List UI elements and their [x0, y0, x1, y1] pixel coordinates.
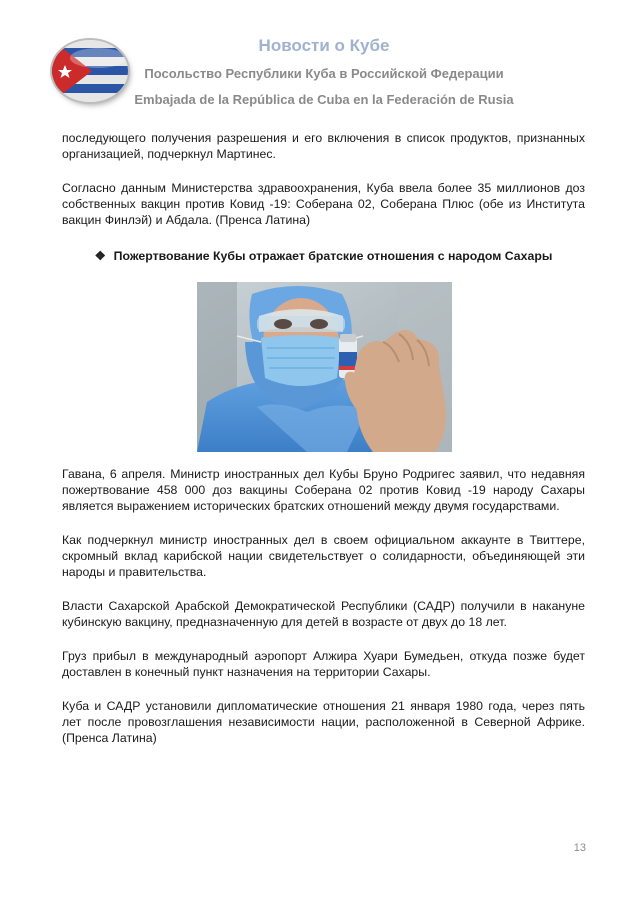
newsletter-title: Новости о Кубе: [258, 36, 390, 55]
article1-paragraph-2: Согласно данным Министерства здравоохранения, Куба ввела более 35 миллионов доз собственных вакцин против Ковид -19: Соберана 02, Соберана Плюс (обе из Института вакцин Финлэй) и Абдала. (Пренса Латина): [62, 181, 585, 227]
page-content: [62, 130, 585, 746]
article2-photo: [197, 282, 452, 452]
article2-paragraph-4: Груз прибыл в международный аэропорт Алжира Хуари Бумедьен, откуда позже будет доставлен в конечный пункт назначения на территории Сахары.: [62, 649, 585, 679]
article2-heading: [62, 248, 585, 264]
article2-heading-text: Пожертвование Кубы отражает братские отношения с народом Сахары: [113, 249, 553, 263]
page-number: 13: [573, 842, 586, 854]
article2-paragraph-1: Гавана, 6 апреля. Министр иностранных дел Кубы Бруно Родригес заявил, что недавняя пожертвование 458 000 доз вакцины Соберана 02 против Ковид -19 народу Сахары является выражением исторических братских отношений между двумя государствами.: [62, 467, 585, 513]
article2-paragraph-2: Как подчеркнул министр иностранных дел в своем официальном аккаунте в Твиттере, скромный вклад карибской нации свидетельствует о солидарности, объединяющей эти народы и правительства.: [62, 533, 585, 579]
article2-paragraph-5: Куба и САДР установили дипломатические отношения 21 января 1980 года, через пять лет после провозглашения независимости нации, расположенной в Северной Африке. (Пренса Латина): [62, 699, 585, 745]
diamond-bullet-icon: ❖: [94, 249, 106, 263]
doctor-holding-vaccine-vial-photo: [197, 282, 452, 452]
embassy-name-spanish: Embajada de la República de Cuba en la Federación de Rusia: [134, 92, 514, 107]
embassy-name-russian: Посольство Республики Куба в Российской Федерации: [144, 66, 504, 81]
article1-paragraph-1: последующего получения разрешения и его включения в список продуктов, признанных организацией, подчеркнул Мартинес.: [62, 131, 585, 161]
page-header: [0, 0, 632, 125]
article2-paragraph-3: Власти Сахарской Арабской Демократической Республики (САДР) получили в накануне кубинскую вакцину, предназначенную для детей в возрасте от двух до 18 лет.: [62, 599, 585, 629]
